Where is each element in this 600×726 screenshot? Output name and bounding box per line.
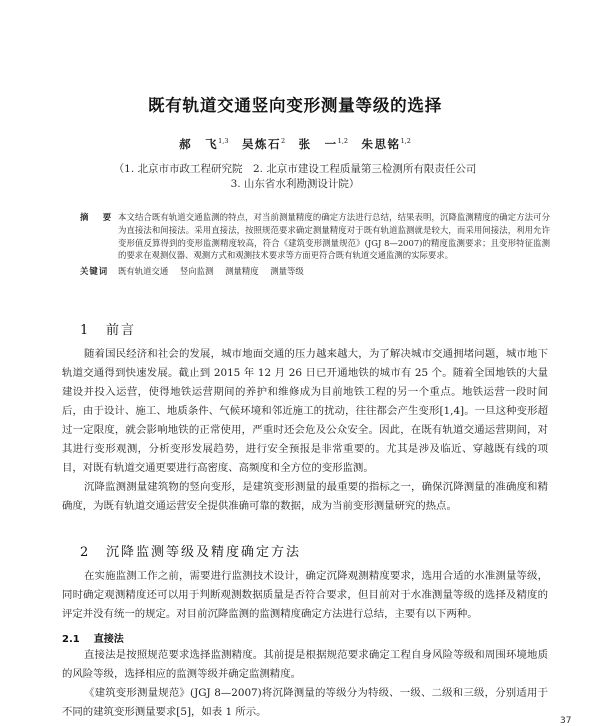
keyword: 竖向监测 [179,266,214,277]
subsection-2-1-title: 直接法 [93,634,124,645]
abstract-text: 本文结合既有轨道交通监测的特点，对当前测量精度的确定方法进行总结，结果表明，沉降监测精度的确定方法可分为直接法和间接法。采用直接法，按照规范要求确定测量精度对于既有轨道监测就是较大，而采用间接法，利用允许变形值反算得到的变形监测精度较高，符合《建筑变形测量规范》(JGJ 8—2007)的精度监测要求；且变形特征监测的要求在观测仪器、观测方式和观测技术要求等方面更符合既有轨道交通监测的实际要求。 [118,212,550,261]
section-1-body [62,345,548,516]
paper-title: 既有轨道交通竖向变形测量等级的选择 [147,96,443,115]
keywords [80,265,550,278]
keywords-label: 关键词 [80,266,109,277]
affiliation-line-1: （1. 北京市市政工程研究院 2. 北京市建设工程质量第三检测所有限责任公司 [113,163,477,175]
author-list [60,136,530,152]
keyword: 测量等级 [270,266,304,277]
section-2-heading: 2 沉降监测等级及精度确定方法 [80,545,302,560]
paragraph: 随着国民经济和社会的发展，城市地面交通的压力越来越大，为了解决城市交通拥堵问题，城市地下轨道交通得到快速发展。截止到 2015 年 12 月 26 日已开通地铁的城市有 25 个。随着全国地铁的大量建设并投入运营，使得地铁运营期间的养护和维修成为目前地铁工程的另一个重点。地铁运营一段时间后，由于设计、施工、地质条件、气候环境和邻近施工的扰动，往往都会产生变形[1,4]。一旦这种变形超过一定限度，就会影响地铁的正常使用，严重时还会危及公众安全。因此，在既有轨道交通运营期间，对其进行变形观测，分析变形发展趋势，进行安全预报是非常重要的。尤其是涉及临近、穿越既有线的项目，对既有轨道交通更要进行高密度、高频度和全方位的变形监测。 [62,348,548,474]
subsection-2-1-heading: 2.1 直接法 [62,634,124,645]
paragraph: 《建筑变形测量规范》(JGJ 8—2007)将沉降测量的等级分为特级、一级、二级和三级，分别适用于不同的建筑变形测量要求[5]，如表 1 所示。 [62,687,548,718]
affiliations [60,162,530,192]
author-2: 吴炼石$^2$ [242,137,286,151]
author-4: 朱思铭$^{1,2}$ [361,137,411,151]
keyword-list [118,265,550,278]
abstract-block [80,211,550,278]
abstract [80,211,550,262]
section-1-heading: 1 前言 [80,323,137,338]
paragraph: 在实施监测工作之前，需要进行监测技术设计，确定沉降观测精度要求，选用合适的水准测量等级，同时确定观测精度还可以用于判断观测数据质量是否符合要求，但目前对于水准测量等级的选择及精度的评定并没有统一的规定。对目前沉降监测的监测精度确定方法进行总结，主要有以下两种。 [62,570,548,620]
section-2-title: 沉降监测等级及精度确定方法 [106,545,302,560]
page-number: 37 [560,716,572,726]
affiliation-line-2: 3. 山东省水利勘测设计院） [230,178,360,190]
keyword: 既有轨道交通 [118,266,169,277]
paragraph: 沉降监测测量建筑物的竖向变形，是建筑变形测量的最重要的指标之一，确保沉降测量的准确度和精确度，为既有轨道交通运营安全提供准确可靠的数据，成为当前变形测量研究的热点。 [62,481,548,512]
section-2-body [62,567,548,624]
keyword: 测量精度 [225,266,259,277]
abstract-label: 摘 要 [80,212,115,222]
paragraph: 直接法是按照规范要求选择监测精度。其前提是根据规范要求确定工程自身风险等级和周围环境地质的风险等级，选择相应的监测等级并确定监测精度。 [62,649,548,680]
author-3: 张 一$^{1,2}$ [298,137,348,151]
author-1: 郝 飞$^{1,3}$ [179,137,229,151]
subsection-2-1-body [62,646,548,722]
section-1-title: 前言 [106,323,137,338]
